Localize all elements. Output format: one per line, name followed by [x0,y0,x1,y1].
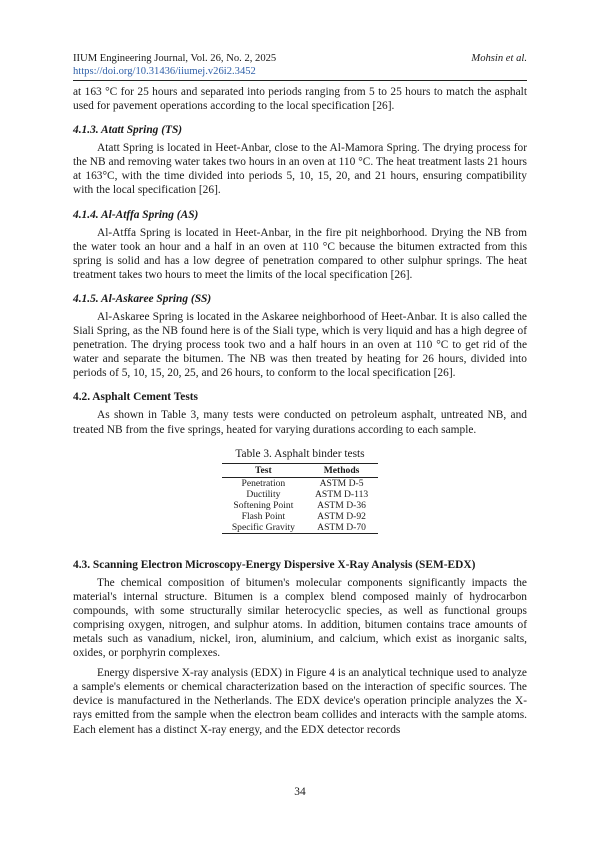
table-row [222,489,378,500]
table-cell-test: Specific Gravity [222,522,305,534]
running-authors: Mohsin et al. [471,53,527,64]
table-cell-test: Penetration [241,477,286,489]
asphalt-binder-table [222,463,378,534]
paragraph-edx-analysis: Energy dispersive X-ray analysis (EDX) in Figure 4 is an analytical technique used to analyze a sample's elements or chemical characterization based on the interaction of specific sources. The device is manufactured in the Netherlands. The EDX device's operation principle analyzes the X-rays emitted from the sample when the electron beam collides and interacts with the sample atoms. Each element has a distinct X-ray energy, and the EDX detector records [73,667,527,736]
table-spacer [73,534,527,548]
table-row [222,500,378,511]
column-header-test: Test [222,463,305,477]
paragraph-bitumen-composition: The chemical composition of bitumen's molecular components significantly impacts the material's internal structure. Bitumen is a complex blend composed mainly of hydrocarbon compounds, with some structurally similar heterocyclic species, as well as functional groups comprising oxygen, nitrogen, and sulphur atoms. In addition, bitumen contains trace amounts of metals such as vanadium, nickel, iron, aluminium, and calcium, which exist as inorganic salts, oxides, or porphyrin complexes. [73,576,527,660]
paragraph-al-askaree-spring: Al-Askaree Spring is located in the Askaree neighborhood of Heet-Anbar. It is also called the Siali Spring, as the NB found here is of the Siali type, which is very liquid and has a high degree of penetration. The drying process took two and a half hours in an oven at 110 °C to get rid of the water and separate the bitumen. The NB was then treated by heating for 26 hours, divided into periods of 5, 10, 15, 20, 25, and 26 hours, to conform to the local specification [26]. [73,310,527,380]
table-cell-method: ASTM D-113 [314,488,369,500]
table-header-row [222,463,378,477]
continued-paragraph: at 163 °C for 25 hours and separated into periods ranging from 5 to 25 hours to match the asphalt used for pavement operations according to the local specification [26]. [73,86,527,113]
table-cell-method: ASTM D-5 [319,477,364,489]
table-cell-test: Ductility [246,488,281,500]
table-cell-method: ASTM D-92 [317,510,366,522]
table-row [222,511,378,522]
header-rule [73,80,527,81]
section-heading-4-1-4: 4.1.4. Al-Atffa Spring (AS) [73,208,199,221]
page-body [73,85,527,737]
column-header-methods: Methods [305,463,378,477]
page-number: 34 [294,786,306,798]
table-caption: Table 3. Asphalt binder tests [235,447,365,460]
table-row [222,522,378,534]
table-row [222,477,378,489]
paragraph-atatt-spring: Atatt Spring is located in Heet-Anbar, close to the Al-Mamora Spring. The drying process for the NB and removing water takes two hours in an oven at 110 °C. The heat treatment lasts 21 hours at 163°C, with the time divided into periods 5, 10, 15, 20, and 21 hours, ensuring compatibility with the local specification [26]. [73,142,527,197]
table-cell-method: ASTM D-36 [317,499,366,511]
doi-link[interactable]: https://doi.org/10.31436/iiumej.v26i2.3452 [73,66,256,77]
section-heading-4-3: 4.3. Scanning Electron Microscopy-Energy Dispersive X-Ray Analysis (SEM-EDX) [73,558,476,571]
table-cell-test: Softening Point [233,499,294,511]
table-cell-method: ASTM D-70 [305,522,378,534]
table-cell-test: Flash Point [241,510,286,522]
section-heading-4-1-3: 4.1.3. Atatt Spring (TS) [73,124,183,137]
section-heading-4-2: 4.2. Asphalt Cement Tests [73,391,198,404]
paragraph-al-atffa-spring: Al-Atffa Spring is located in Heet-Anbar, in the fire pit neighborhood. Drying the NB from the water took an hour and a half in an oven at 110 °C because the bitumen extracted from this spring is solid and has a low degree of penetration compared to other sulphur springs. The heat treatment takes two hours to meet the limits of the local specification [26]. [73,226,527,281]
paragraph-asphalt-tests: As shown in Table 3, many tests were conducted on petroleum asphalt, untreated NB, and treated NB from the five springs, heated for varying durations according to each sample. [73,409,527,436]
journal-citation: IIUM Engineering Journal, Vol. 26, No. 2, 2025 [73,53,277,64]
section-heading-4-1-5: 4.1.5. Al-Askaree Spring (SS) [73,292,212,305]
